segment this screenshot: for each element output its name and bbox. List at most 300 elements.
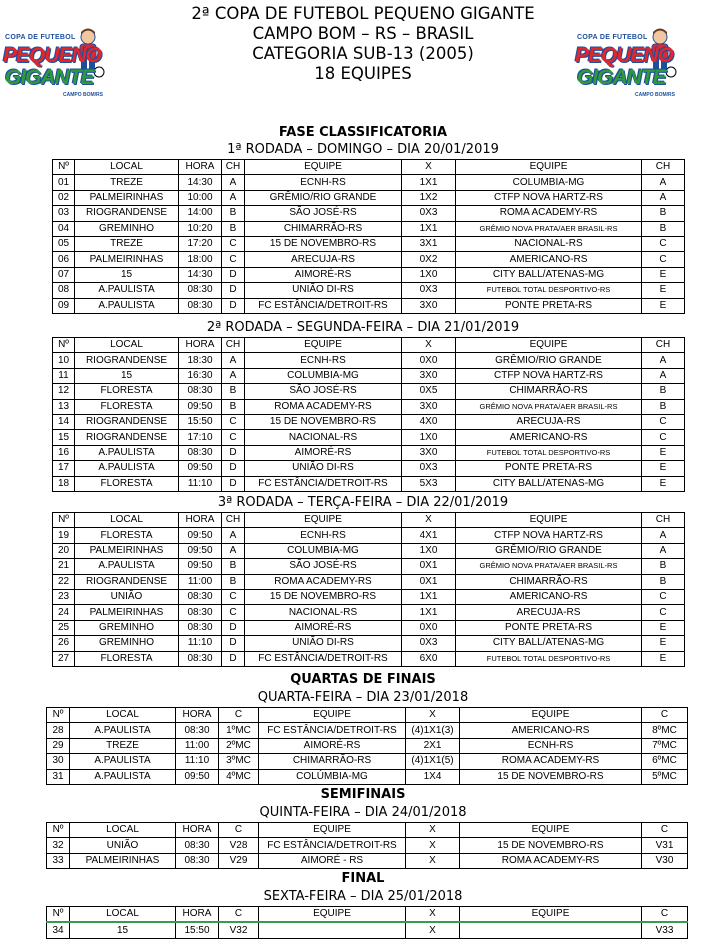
cell-kickoff-time: 08:30 bbox=[179, 445, 222, 460]
header-home-team: EQUIPE bbox=[245, 338, 402, 353]
header-group: CH bbox=[222, 338, 245, 353]
cell-away-team: CTFP NOVA HARTZ-RS bbox=[456, 190, 642, 205]
cell-home-team: CHIMARRÃO-RS bbox=[245, 221, 402, 236]
cell-venue: A.PAULISTA bbox=[75, 559, 179, 574]
cell-group: B bbox=[222, 221, 245, 236]
tournament-logo-left bbox=[3, 26, 111, 102]
cell-venue: PALMEIRINHAS bbox=[75, 190, 179, 205]
header-kickoff-time: HORA bbox=[179, 513, 222, 528]
header-group: C bbox=[219, 907, 259, 923]
logo-line2: PEQUENO bbox=[3, 44, 102, 67]
cell-away-team: 15 DE NOVEMBRO-RS bbox=[460, 838, 642, 853]
cell-match-number: 22 bbox=[53, 574, 75, 589]
cell-venue: 15 bbox=[70, 922, 176, 938]
cell-score: 3X0 bbox=[402, 445, 456, 460]
cell-group-away: B bbox=[642, 221, 685, 236]
cell-group: B bbox=[222, 384, 245, 399]
cell-group-away: B bbox=[642, 384, 685, 399]
cell-match-number: 08 bbox=[53, 283, 75, 298]
cell-kickoff-time: 08:30 bbox=[179, 384, 222, 399]
cell-kickoff-time: 17:10 bbox=[179, 430, 222, 445]
cell-venue: 15 bbox=[75, 368, 179, 383]
cell-group-away: E bbox=[642, 461, 685, 476]
cell-group-away: A bbox=[642, 543, 685, 558]
cell-match-number: 02 bbox=[53, 190, 75, 205]
cell-group: D bbox=[222, 636, 245, 651]
cell-match-number: 04 bbox=[53, 221, 75, 236]
cell-away-team: COLUMBIA-MG bbox=[456, 175, 642, 190]
logo-line2: PEQUENO bbox=[575, 44, 674, 67]
cell-score: 0X3 bbox=[402, 206, 456, 221]
cell-match-number: 29 bbox=[47, 738, 70, 753]
cell-match-number: 33 bbox=[47, 853, 70, 868]
header-match-number: Nº bbox=[47, 823, 70, 838]
cell-away-team bbox=[460, 922, 642, 938]
cell-away-team: CTFP NOVA HARTZ-RS bbox=[456, 368, 642, 383]
header-group-away: C bbox=[642, 823, 688, 838]
cell-score: X bbox=[406, 922, 460, 938]
cell-away-team: GRÊMIO/RIO GRANDE bbox=[456, 353, 642, 368]
table-row bbox=[47, 723, 688, 738]
table-row bbox=[53, 206, 685, 221]
cell-match-number: 11 bbox=[53, 368, 75, 383]
table-header-row bbox=[53, 513, 685, 528]
cell-score: 0X1 bbox=[402, 559, 456, 574]
cell-venue: GREMINHO bbox=[75, 221, 179, 236]
cell-venue: FLORESTA bbox=[75, 384, 179, 399]
cell-score: 1X2 bbox=[402, 190, 456, 205]
table-row bbox=[47, 754, 688, 769]
cell-kickoff-time: 08:30 bbox=[179, 605, 222, 620]
cell-away-team: FUTEBOL TOTAL DESPORTIVO-RS bbox=[456, 651, 642, 666]
cell-kickoff-time: 08:30 bbox=[179, 651, 222, 666]
cell-score: 1X0 bbox=[402, 543, 456, 558]
header-home-team: EQUIPE bbox=[259, 708, 406, 723]
semifinals-date: QUINTA-FEIRA – DIA 24/01/2018 bbox=[259, 805, 467, 820]
cell-kickoff-time: 15:50 bbox=[179, 414, 222, 429]
cell-home-team: AIMORÉ-RS bbox=[245, 267, 402, 282]
cell-group-away: B bbox=[642, 206, 685, 221]
cell-away-team: AMERICANO-RS bbox=[460, 723, 642, 738]
cell-away-team: PONTE PRETA-RS bbox=[456, 461, 642, 476]
cell-match-number: 05 bbox=[53, 236, 75, 251]
cell-kickoff-time: 17:20 bbox=[179, 236, 222, 251]
cell-group: A bbox=[222, 528, 245, 543]
cell-match-number: 30 bbox=[47, 754, 70, 769]
table-row bbox=[53, 221, 685, 236]
table-row bbox=[53, 559, 685, 574]
cell-home-team: SÃO JOSÉ-RS bbox=[245, 206, 402, 221]
cell-score: 5X3 bbox=[402, 476, 456, 491]
final-date: SEXTA-FEIRA – DIA 25/01/2018 bbox=[263, 889, 463, 904]
header-teams: 18 EQUIPES bbox=[314, 64, 412, 83]
header-score: X bbox=[406, 708, 460, 723]
cell-match-number: 17 bbox=[53, 461, 75, 476]
header-match-number: Nº bbox=[53, 338, 75, 353]
cell-home-team: COLUMBIA-MG bbox=[245, 368, 402, 383]
header-group: CH bbox=[222, 513, 245, 528]
cell-group: C bbox=[222, 252, 245, 267]
cell-away-team: NACIONAL-RS bbox=[456, 236, 642, 251]
cell-match-number: 34 bbox=[47, 922, 70, 938]
table-row bbox=[53, 399, 685, 414]
cell-kickoff-time: 08:30 bbox=[176, 723, 219, 738]
cell-venue: A.PAULISTA bbox=[75, 445, 179, 460]
table-row bbox=[53, 252, 685, 267]
table-header-row bbox=[47, 907, 688, 923]
cell-score: 0X5 bbox=[402, 384, 456, 399]
cell-venue: UNIÃO bbox=[75, 589, 179, 604]
cell-venue: 15 bbox=[75, 267, 179, 282]
cell-away-team: CHIMARRÃO-RS bbox=[456, 574, 642, 589]
cell-group-away: V30 bbox=[642, 853, 688, 868]
cell-group-away: V33 bbox=[642, 922, 688, 938]
cell-match-number: 32 bbox=[47, 838, 70, 853]
cell-match-number: 19 bbox=[53, 528, 75, 543]
cell-home-team: NACIONAL-RS bbox=[245, 430, 402, 445]
cell-kickoff-time: 10:20 bbox=[179, 221, 222, 236]
cell-group-away: A bbox=[642, 528, 685, 543]
cell-group-away: E bbox=[642, 283, 685, 298]
cell-group: C bbox=[222, 236, 245, 251]
cell-group-away: C bbox=[642, 589, 685, 604]
cell-away-team: CITY BALL/ATENAS-MG bbox=[456, 636, 642, 651]
header-score: X bbox=[406, 823, 460, 838]
cell-group: V32 bbox=[219, 922, 259, 938]
semifinals-table bbox=[46, 822, 688, 869]
header-home-team: EQUIPE bbox=[259, 907, 406, 923]
cell-group: C bbox=[222, 605, 245, 620]
header-kickoff-time: HORA bbox=[176, 823, 219, 838]
cell-group-away: A bbox=[642, 368, 685, 383]
table-row bbox=[53, 353, 685, 368]
header-venue: LOCAL bbox=[75, 160, 179, 175]
header-match-number: Nº bbox=[47, 907, 70, 923]
round3-table bbox=[52, 512, 685, 667]
cell-group-away: C bbox=[642, 236, 685, 251]
table-row bbox=[53, 589, 685, 604]
table-row bbox=[53, 236, 685, 251]
cell-venue: A.PAULISTA bbox=[70, 754, 176, 769]
cell-group: B bbox=[222, 206, 245, 221]
cell-venue: PALMEIRINHAS bbox=[70, 853, 176, 868]
table-row bbox=[53, 543, 685, 558]
header-category: CATEGORIA SUB-13 (2005) bbox=[252, 44, 474, 63]
header-group-away: C bbox=[642, 708, 688, 723]
round2-title: 2ª RODADA – SEGUNDA-FEIRA – DIA 21/01/2019 bbox=[206, 320, 520, 335]
cell-group: C bbox=[222, 430, 245, 445]
table-row bbox=[53, 605, 685, 620]
final-table bbox=[46, 906, 688, 939]
cell-venue: TREZE bbox=[70, 738, 176, 753]
cell-away-team: PONTE PRETA-RS bbox=[456, 620, 642, 635]
cell-group: B bbox=[222, 559, 245, 574]
cell-group: V28 bbox=[219, 838, 259, 853]
cell-away-team: 15 DE NOVEMBRO-RS bbox=[460, 769, 642, 784]
cell-home-team: NACIONAL-RS bbox=[245, 605, 402, 620]
cell-venue: PALMEIRINHAS bbox=[75, 605, 179, 620]
cell-kickoff-time: 08:30 bbox=[179, 589, 222, 604]
cell-match-number: 24 bbox=[53, 605, 75, 620]
cell-group: B bbox=[222, 399, 245, 414]
cell-group: A bbox=[222, 368, 245, 383]
cell-venue: FLORESTA bbox=[75, 399, 179, 414]
cell-away-team: CTFP NOVA HARTZ-RS bbox=[456, 528, 642, 543]
round2-table bbox=[52, 337, 685, 492]
cell-kickoff-time: 14:30 bbox=[179, 267, 222, 282]
table-header-row bbox=[53, 338, 685, 353]
cell-match-number: 18 bbox=[53, 476, 75, 491]
table-row bbox=[53, 528, 685, 543]
cell-group: 4ºMC bbox=[219, 769, 259, 784]
cell-kickoff-time: 08:30 bbox=[179, 298, 222, 313]
cell-home-team: AIMORÉ-RS bbox=[245, 620, 402, 635]
cell-group: 1ºMC bbox=[219, 723, 259, 738]
cell-group-away: C bbox=[642, 605, 685, 620]
cell-group-away: A bbox=[642, 353, 685, 368]
cell-away-team: ARECUJA-RS bbox=[456, 414, 642, 429]
cell-venue: RIOGRANDENSE bbox=[75, 206, 179, 221]
cell-score: 0X3 bbox=[402, 283, 456, 298]
cell-group: D bbox=[222, 283, 245, 298]
cell-kickoff-time: 11:00 bbox=[176, 738, 219, 753]
cell-match-number: 03 bbox=[53, 206, 75, 221]
cell-home-team: FC ESTÂNCIA/DETROIT-RS bbox=[245, 298, 402, 313]
cell-venue: PALMEIRINHAS bbox=[75, 252, 179, 267]
cell-away-team: GRÊMIO NOVA PRATA/AER BRASIL-RS bbox=[456, 399, 642, 414]
header-group-away: C bbox=[642, 907, 688, 923]
table-row bbox=[53, 651, 685, 666]
cell-home-team: UNIÃO DI-RS bbox=[245, 283, 402, 298]
cell-group: A bbox=[222, 353, 245, 368]
cell-group: A bbox=[222, 190, 245, 205]
cell-venue: UNIÃO bbox=[70, 838, 176, 853]
table-row bbox=[47, 738, 688, 753]
cell-score: 4X1 bbox=[402, 528, 456, 543]
cell-venue: RIOGRANDENSE bbox=[75, 353, 179, 368]
cell-score: 3X0 bbox=[402, 298, 456, 313]
cell-score: 0X1 bbox=[402, 574, 456, 589]
cell-home-team: 15 DE NOVEMBRO-RS bbox=[245, 236, 402, 251]
cell-home-team bbox=[259, 922, 406, 938]
quarterfinals-table bbox=[46, 707, 688, 785]
table-row bbox=[53, 476, 685, 491]
cell-match-number: 16 bbox=[53, 445, 75, 460]
cell-group-away: C bbox=[642, 414, 685, 429]
cell-venue: A.PAULISTA bbox=[70, 723, 176, 738]
cell-group: D bbox=[222, 267, 245, 282]
header-away-team: EQUIPE bbox=[456, 338, 642, 353]
table-row bbox=[47, 853, 688, 868]
cell-match-number: 06 bbox=[53, 252, 75, 267]
logo-line3: GIGANTE bbox=[577, 66, 666, 89]
cell-group-away: 7ºMC bbox=[642, 738, 688, 753]
cell-match-number: 12 bbox=[53, 384, 75, 399]
table-row bbox=[53, 620, 685, 635]
semifinals-title: SEMIFINAIS bbox=[320, 787, 406, 802]
cell-away-team: GRÊMIO NOVA PRATA/AER BRASIL-RS bbox=[456, 559, 642, 574]
cell-venue: PALMEIRINHAS bbox=[75, 543, 179, 558]
cell-away-team: CHIMARRÃO-RS bbox=[456, 384, 642, 399]
cell-match-number: 21 bbox=[53, 559, 75, 574]
cell-score: 0X3 bbox=[402, 461, 456, 476]
cell-match-number: 25 bbox=[53, 620, 75, 635]
cell-kickoff-time: 10:00 bbox=[179, 190, 222, 205]
cell-home-team: SÃO JOSÉ-RS bbox=[245, 384, 402, 399]
cell-group-away: E bbox=[642, 298, 685, 313]
cell-match-number: 26 bbox=[53, 636, 75, 651]
cell-venue: FLORESTA bbox=[75, 528, 179, 543]
cell-kickoff-time: 11:10 bbox=[179, 476, 222, 491]
logo-line4: CAMPO BOM/RS bbox=[635, 92, 675, 98]
cell-score: 3X1 bbox=[402, 236, 456, 251]
cell-group-away: 6ºMC bbox=[642, 754, 688, 769]
cell-venue: A.PAULISTA bbox=[75, 283, 179, 298]
cell-group-away: B bbox=[642, 574, 685, 589]
cell-group: C bbox=[222, 414, 245, 429]
table-header-row bbox=[47, 708, 688, 723]
round1-title: 1ª RODADA – DOMINGO – DIA 20/01/2019 bbox=[227, 142, 499, 157]
cell-kickoff-time: 11:10 bbox=[179, 636, 222, 651]
cell-away-team: ROMA ACADEMY-RS bbox=[456, 206, 642, 221]
table-row bbox=[53, 298, 685, 313]
table-row bbox=[53, 574, 685, 589]
cell-home-team: ECNH-RS bbox=[245, 528, 402, 543]
cell-venue: RIOGRANDENSE bbox=[75, 574, 179, 589]
logo-line3: GIGANTE bbox=[5, 66, 94, 89]
cell-score: 0X0 bbox=[402, 620, 456, 635]
table-row bbox=[53, 445, 685, 460]
final-title: FINAL bbox=[341, 871, 385, 886]
header-match-number: Nº bbox=[53, 513, 75, 528]
cell-group: D bbox=[222, 461, 245, 476]
cell-home-team: COLUMBIA-MG bbox=[245, 543, 402, 558]
cell-kickoff-time: 15:50 bbox=[176, 922, 219, 938]
cell-group: D bbox=[222, 476, 245, 491]
cell-group-away: A bbox=[642, 190, 685, 205]
cell-kickoff-time: 14:30 bbox=[179, 175, 222, 190]
cell-score: 0X3 bbox=[402, 636, 456, 651]
cell-home-team: FC ESTÂNCIA/DETROIT-RS bbox=[245, 651, 402, 666]
header-venue: LOCAL bbox=[70, 708, 176, 723]
cell-home-team: FC ESTÂNCIA/DETROIT-RS bbox=[259, 723, 406, 738]
header-venue: LOCAL bbox=[70, 823, 176, 838]
cell-away-team: ARECUJA-RS bbox=[456, 605, 642, 620]
cell-home-team: AIMORÉ - RS bbox=[259, 853, 406, 868]
cell-home-team: 15 DE NOVEMBRO-RS bbox=[245, 414, 402, 429]
cell-group-away: E bbox=[642, 267, 685, 282]
cell-home-team: ARECUJA-RS bbox=[245, 252, 402, 267]
round1-table bbox=[52, 159, 685, 314]
cell-group: V29 bbox=[219, 853, 259, 868]
cell-venue: A.PAULISTA bbox=[75, 461, 179, 476]
cell-match-number: 09 bbox=[53, 298, 75, 313]
cell-score: 1X0 bbox=[402, 430, 456, 445]
cell-score: 1X1 bbox=[402, 589, 456, 604]
cell-score: 0X2 bbox=[402, 252, 456, 267]
header-score: X bbox=[406, 907, 460, 923]
cell-score: 3X0 bbox=[402, 368, 456, 383]
header-group-away: CH bbox=[642, 338, 685, 353]
quarterfinals-title: QUARTAS DE FINAIS bbox=[290, 672, 436, 687]
cell-group: 2ºMC bbox=[219, 738, 259, 753]
cell-venue: GREMINHO bbox=[75, 620, 179, 635]
table-row bbox=[47, 769, 688, 784]
cell-group: C bbox=[222, 589, 245, 604]
cell-match-number: 14 bbox=[53, 414, 75, 429]
header-away-team: EQUIPE bbox=[460, 907, 642, 923]
table-header-row bbox=[47, 823, 688, 838]
cell-venue: TREZE bbox=[75, 175, 179, 190]
table-row bbox=[53, 414, 685, 429]
cell-score: 1X1 bbox=[402, 175, 456, 190]
cell-kickoff-time: 09:50 bbox=[179, 399, 222, 414]
header-location: CAMPO BOM – RS – BRASIL bbox=[252, 24, 474, 43]
cell-match-number: 27 bbox=[53, 651, 75, 666]
cell-home-team: ECNH-RS bbox=[245, 175, 402, 190]
cell-venue: RIOGRANDENSE bbox=[75, 414, 179, 429]
cell-group: A bbox=[222, 543, 245, 558]
cell-home-team: FC ESTÂNCIA/DETROIT-RS bbox=[245, 476, 402, 491]
cell-home-team: UNIÃO DI-RS bbox=[245, 461, 402, 476]
header-away-team: EQUIPE bbox=[456, 160, 642, 175]
cell-home-team: ROMA ACADEMY-RS bbox=[245, 574, 402, 589]
cell-home-team: CHIMARRÃO-RS bbox=[259, 754, 406, 769]
cell-kickoff-time: 09:50 bbox=[179, 528, 222, 543]
cell-away-team: GRÊMIO/RIO GRANDE bbox=[456, 543, 642, 558]
cell-match-number: 28 bbox=[47, 723, 70, 738]
header-group: C bbox=[219, 708, 259, 723]
cell-score: 1X1 bbox=[402, 221, 456, 236]
cell-group-away: E bbox=[642, 651, 685, 666]
cell-score: 1X0 bbox=[402, 267, 456, 282]
cell-group-away: B bbox=[642, 559, 685, 574]
cell-group-away: C bbox=[642, 252, 685, 267]
table-row bbox=[47, 838, 688, 853]
cell-match-number: 15 bbox=[53, 430, 75, 445]
cell-venue: GREMINHO bbox=[75, 636, 179, 651]
header-venue: LOCAL bbox=[70, 907, 176, 923]
header-away-team: EQUIPE bbox=[460, 708, 642, 723]
cell-home-team: ROMA ACADEMY-RS bbox=[245, 399, 402, 414]
cell-home-team: SÃO JOSÉ-RS bbox=[245, 559, 402, 574]
cell-score: 1X1 bbox=[402, 605, 456, 620]
cell-match-number: 23 bbox=[53, 589, 75, 604]
header-away-team: EQUIPE bbox=[460, 823, 642, 838]
cell-kickoff-time: 14:00 bbox=[179, 206, 222, 221]
cell-away-team: FUTEBOL TOTAL DESPORTIVO-RS bbox=[456, 445, 642, 460]
cell-kickoff-time: 11:10 bbox=[176, 754, 219, 769]
cell-group-away: A bbox=[642, 175, 685, 190]
document-header bbox=[130, 4, 596, 84]
cell-venue: FLORESTA bbox=[75, 476, 179, 491]
cell-venue: FLORESTA bbox=[75, 651, 179, 666]
cell-score: 1X4 bbox=[406, 769, 460, 784]
cell-home-team: 15 DE NOVEMBRO-RS bbox=[245, 589, 402, 604]
quarterfinals-date: QUARTA-FEIRA – DIA 23/01/2018 bbox=[257, 690, 469, 705]
header-home-team: EQUIPE bbox=[259, 823, 406, 838]
cell-venue: RIOGRANDENSE bbox=[75, 430, 179, 445]
table-row bbox=[53, 190, 685, 205]
cell-kickoff-time: 08:30 bbox=[176, 853, 219, 868]
cell-kickoff-time: 09:50 bbox=[179, 543, 222, 558]
cell-group: B bbox=[222, 574, 245, 589]
cell-away-team: AMERICANO-RS bbox=[456, 589, 642, 604]
logo-line1: COPA DE FUTEBOL bbox=[5, 34, 76, 41]
cell-group-away: 5ºMC bbox=[642, 769, 688, 784]
header-group: CH bbox=[222, 160, 245, 175]
cell-group: 3ºMC bbox=[219, 754, 259, 769]
